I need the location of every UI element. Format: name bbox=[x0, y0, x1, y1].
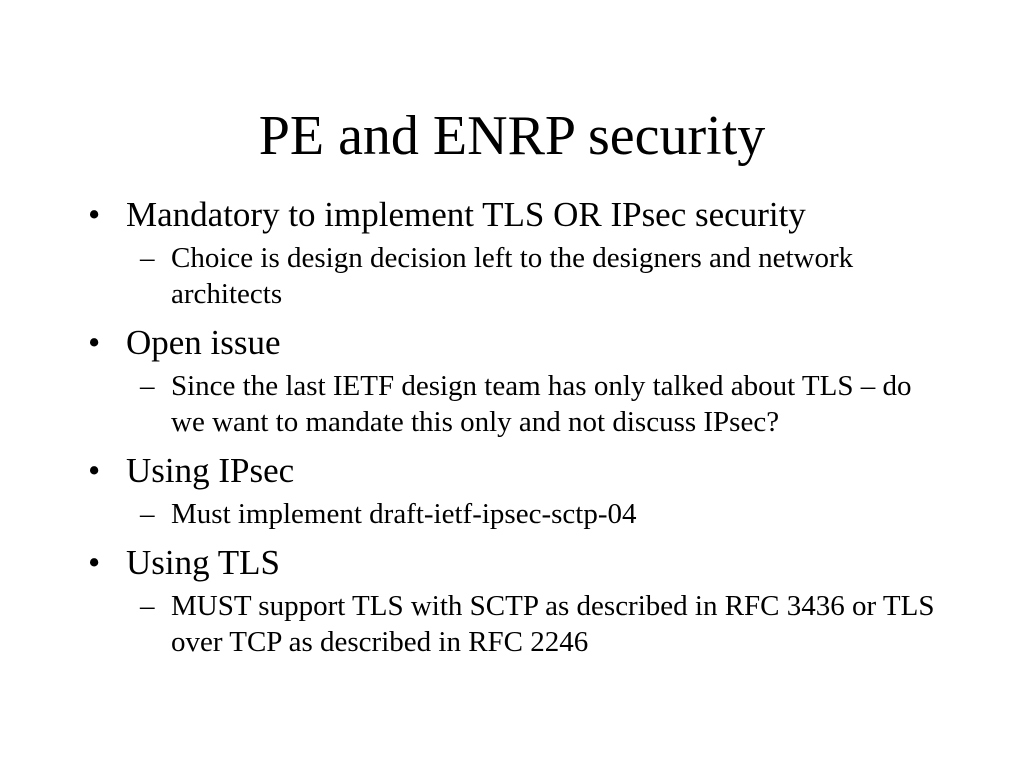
dash-icon: – bbox=[140, 242, 155, 274]
bullet-item bbox=[88, 450, 948, 492]
sub-bullet-text: Choice is design decision left to the designers and network architects bbox=[171, 242, 854, 310]
slide-body bbox=[88, 194, 948, 660]
dash-icon: – bbox=[140, 498, 155, 530]
bullet-text: Using TLS bbox=[126, 543, 280, 582]
bullet-item bbox=[88, 194, 948, 236]
sub-bullet-text: MUST support TLS with SCTP as described in RFC 3436 or TLS over TCP as described in RFC 2246 bbox=[171, 590, 935, 658]
bullet-icon: • bbox=[88, 195, 101, 234]
bullet-item bbox=[88, 542, 948, 584]
sub-bullet-text: Since the last IETF design team has only talked about TLS – do we want to mandate this only and not discuss IPsec? bbox=[171, 370, 912, 438]
bullet-icon: • bbox=[88, 451, 101, 490]
slide-title: PE and ENRP security bbox=[258, 105, 766, 167]
bullet-icon: • bbox=[88, 323, 101, 362]
sub-bullet-item bbox=[88, 496, 948, 532]
bullet-item bbox=[88, 322, 948, 364]
dash-icon: – bbox=[140, 370, 155, 402]
bullet-icon: • bbox=[88, 543, 101, 582]
bullet-text: Open issue bbox=[126, 323, 281, 362]
bullet-text: Mandatory to implement TLS OR IPsec security bbox=[126, 195, 806, 234]
sub-bullet-text: Must implement draft-ietf-ipsec-sctp-04 bbox=[171, 498, 637, 530]
sub-bullet-item bbox=[88, 588, 948, 660]
sub-bullet-item bbox=[88, 368, 948, 440]
bullet-text: Using IPsec bbox=[126, 451, 295, 490]
sub-bullet-item bbox=[88, 240, 948, 312]
dash-icon: – bbox=[140, 590, 155, 622]
